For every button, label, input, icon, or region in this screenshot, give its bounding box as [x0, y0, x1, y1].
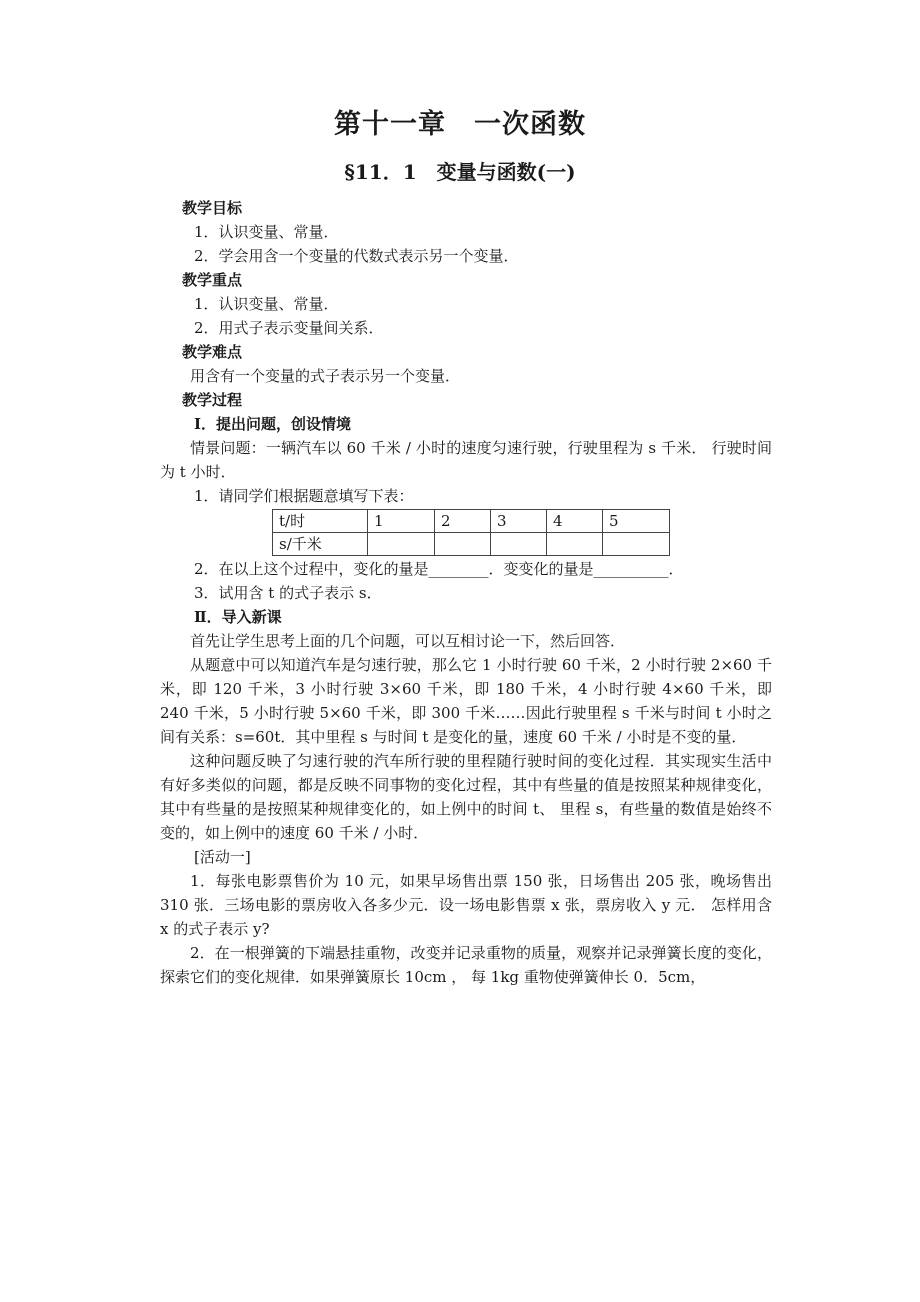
table-cell: 3: [491, 510, 547, 533]
table-row: [273, 510, 670, 533]
table-cell: 4: [547, 510, 603, 533]
chapter-title: 第十一章 一次函数: [334, 109, 586, 140]
keypoint-item: 2．用式子表示变量间关系．: [194, 319, 384, 337]
section1-heading: Ⅰ．提出问题，创设情境: [194, 415, 352, 433]
activity-heading: [活动一]: [194, 848, 251, 866]
time-distance-table: [272, 509, 670, 556]
paragraph: 首先让学生思考上面的几个问题，可以互相讨论一下，然后回答．: [190, 632, 626, 650]
data-table-wrap: [160, 508, 772, 557]
activity-item: 2．在一根弹簧的下端悬挂重物，改变并记录重物的质量，观察并记录弹簧长度的变化，探索它们的变化规律．如果弹簧原长 10cm ， 每 1kg 重物使弹簧伸长 0．5cm，: [160, 944, 772, 986]
table-cell: [491, 533, 547, 556]
question-1: 1．请同学们根据题意填写下表：: [194, 487, 414, 505]
table-cell: [368, 533, 435, 556]
table-cell: [547, 533, 603, 556]
keypoint-item: 1．认识变量、常量．: [194, 295, 339, 313]
section-title: §11．1 变量与函数(一): [344, 160, 576, 184]
table-cell: [603, 533, 670, 556]
table-cell: t/时: [273, 510, 368, 533]
question-2: 2．在以上这个过程中，变化的量是________．变变化的量是__________．: [194, 560, 684, 578]
keypoints-heading: 教学重点: [182, 271, 243, 289]
question-3: 3．试用含 t 的式子表示 s．: [194, 584, 382, 602]
table-cell: s/千米: [273, 533, 368, 556]
table-cell: 1: [368, 510, 435, 533]
objective-item: 2．学会用含一个变量的代数式表示另一个变量．: [194, 247, 519, 265]
table-row: [273, 533, 670, 556]
table-cell: 2: [435, 510, 491, 533]
table-cell: 5: [603, 510, 670, 533]
scenario-text: 情景问题：一辆汽车以 60 千米 / 小时的速度匀速行驶，行驶里程为 s 千米． 行驶时间为 t 小时．: [160, 439, 772, 481]
difficulty-heading: 教学难点: [182, 343, 243, 361]
paragraph: 这种问题反映了匀速行驶的汽车所行驶的里程随行驶时间的变化过程．其实现实生活中有好多类似的问题，都是反映不同事物的变化过程，其中有些量的值是按照某种规律变化，其中有些量的是按照某种规律变化的，如上例中的时间 t、 里程 s，有些量的数值是始终不变的，如上例中的速度 60 千米 / 小时．: [160, 752, 772, 842]
table-cell: [435, 533, 491, 556]
activity-item: 1．每张电影票售价为 10 元，如果早场售出票 150 张，日场售出 205 张，晚场售出 310 张．三场电影的票房收入各多少元．设一场电影售票 x 张，票房收入 y 元． 怎样用含 x 的式子表示 y?: [160, 872, 772, 938]
difficulty-text: 用含有一个变量的式子表示另一个变量．: [190, 367, 461, 385]
objective-item: 1．认识变量、常量．: [194, 223, 339, 241]
section2-heading: Ⅱ．导入新课: [194, 608, 282, 626]
document-body: [160, 196, 772, 989]
process-heading: 教学过程: [182, 391, 243, 409]
paragraph: 从题意中可以知道汽车是匀速行驶，那么它 1 小时行驶 60 千米，2 小时行驶 2×60 千米，即 120 千米，3 小时行驶 3×60 千米，即 180 千米，4 小时行驶 4×60 千米，即 240 千米，5 小时行驶 5×60 千米，即 300 千米……因此行驶里程 s 千米与时间 t 小时之间有关系：s=60t．其中里程 s 与时间 t 是变化的量，速度 60 千米 / 小时是不变的量．: [160, 656, 772, 746]
objectives-heading: 教学目标: [182, 199, 243, 217]
